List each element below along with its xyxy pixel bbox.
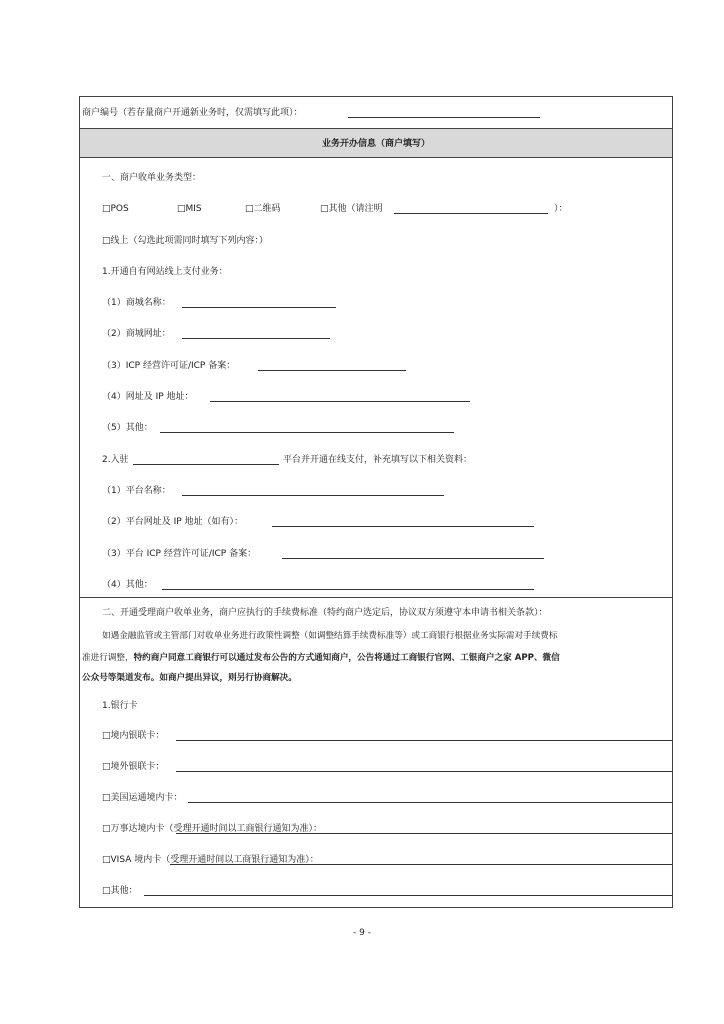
icp-field[interactable] [258, 370, 406, 371]
part2-para-line1: 如遇金融监管或主管部门对收单业务进行政策性调整（如调整结算手续费标准等）或工商银行根据业务实际需对手续费标 [102, 631, 558, 641]
mall-url-field[interactable] [182, 338, 330, 339]
mall-name-label: （1）商城名称： [102, 298, 171, 308]
platform-suffix: 平台并开通在线支付，补充填写以下相关资料： [283, 455, 473, 465]
option-qr[interactable]: □二维码 [245, 204, 281, 214]
part2-para-line2-bold: 特约商户同意工商银行可以通过发布公告的方式通知商户，公告将通过工商银行官网、工银商户之家 APP、微信 [133, 653, 560, 663]
self-site-title: 1.开通自有网站线上支付业务： [102, 267, 228, 277]
site-ip-field[interactable] [210, 401, 470, 402]
platform-field[interactable] [133, 464, 279, 465]
section-header-title: 业务开办信息（商户填写） [321, 139, 430, 149]
card-foreign-unionpay[interactable]: □境外银联卡： [102, 762, 165, 772]
card-mastercard-field[interactable] [176, 833, 672, 834]
section-divider [80, 597, 672, 598]
platform-icp-field[interactable] [282, 558, 544, 559]
part2-para-line2-normal: 准进行调整， [82, 653, 134, 663]
card-foreign-unionpay-field[interactable] [176, 771, 672, 772]
platform-url-field[interactable] [272, 526, 534, 527]
card-domestic-unionpay[interactable]: □境内银联卡： [102, 731, 165, 741]
card-amex-field[interactable] [188, 802, 672, 803]
card-visa-field[interactable] [170, 864, 672, 865]
part2-title: 二、开通受理商户收单业务，商户应执行的手续费标准（特约商户选定后，协议双方须遵守本申请书相关条款）： [102, 608, 548, 618]
card-amex[interactable]: □美国运通境内卡： [102, 793, 183, 803]
other2-label: （4）其他： [102, 580, 153, 590]
part2-para-line2 [82, 652, 560, 664]
platform-prefix: 2.入驻 [102, 455, 129, 465]
mall-url-label: （2）商城网址： [102, 329, 171, 339]
other2-field[interactable] [162, 589, 534, 590]
option-online[interactable]: □线上（勾选此项需同时填写下列内容：） [102, 236, 269, 246]
other1-label: （5）其他： [102, 423, 153, 433]
option-mis[interactable]: □MIS [177, 204, 202, 214]
mall-name-field[interactable] [182, 307, 336, 308]
site-ip-label: （4）网址及 IP 地址： [102, 392, 194, 402]
option-other-field[interactable] [394, 213, 548, 214]
card-visa[interactable]: □VISA 境内卡（受理开通时间以工商银行通知为准）： [102, 855, 319, 865]
option-pos[interactable]: □POS [102, 204, 129, 214]
card-other[interactable]: □其他： [102, 886, 138, 896]
part2-para-line3: 公众号等渠道发布。如商户提出异议，则另行协商解决。 [82, 673, 297, 683]
part1-title: 一、商户收单业务类型： [102, 173, 202, 183]
card-domestic-unionpay-field[interactable] [176, 740, 672, 741]
option-other[interactable]: □其他（请注明 [320, 204, 383, 214]
bank-card-title: 1.银行卡 [102, 701, 138, 711]
page-number: - 9 - [353, 928, 371, 938]
platform-icp-label: （3）平台 ICP 经营许可证/ICP 备案： [102, 549, 257, 559]
option-other-close: ）： [554, 204, 568, 214]
merchant-number-label: 商户编号（若存量商户开通新业务时，仅需填写此项）： [82, 108, 303, 118]
platform-name-label: （1）平台名称： [102, 486, 171, 496]
other1-field[interactable] [160, 432, 454, 433]
card-other-field[interactable] [144, 895, 672, 896]
card-mastercard[interactable]: □万事达境内卡（受理开通时间以工商银行通知为准）： [102, 824, 323, 834]
icp-label: （3）ICP 经营许可证/ICP 备案： [102, 361, 236, 371]
platform-url-label: （2）平台网址及 IP 地址（如有）： [102, 517, 244, 527]
section-header [80, 128, 672, 158]
platform-name-field[interactable] [182, 495, 444, 496]
form-table [79, 96, 673, 908]
merchant-number-field[interactable] [348, 117, 540, 118]
